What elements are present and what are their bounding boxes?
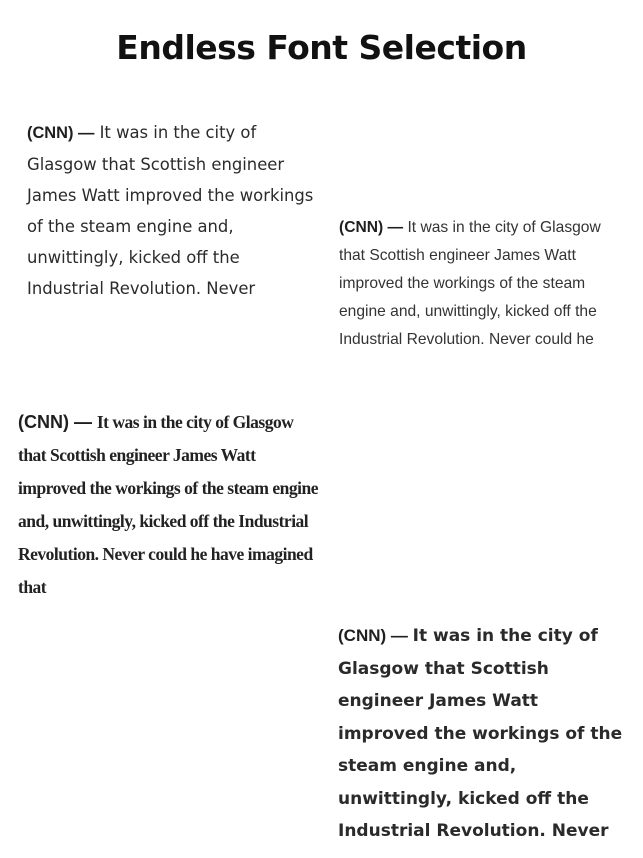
- page-title: Endless Font Selection: [116, 28, 527, 67]
- font-sample-humanist: [27, 117, 317, 304]
- font-sample-light: [339, 214, 601, 354]
- sample-body-text: It was in the city of Glasgow that Scottish engineer James Watt improved the workings of the steam engine and, unwittingly, kicked off the Industrial Revolution. Never: [27, 123, 314, 298]
- sample-source-label: (CNN) —: [339, 219, 404, 236]
- sample-body-text: It was in the city of Glasgow that Scottish engineer James Watt improved the workings of the steam engine and, unwittingly, kicked off the Industrial Revolution. Never could he have imagined that: [18, 412, 318, 597]
- sample-source-label: (CNN) —: [338, 626, 408, 645]
- sample-body-text: It was in the city of Glasgow that Scottish engineer James Watt improved the workings of the steam engine and, unwittingly, kicked off the Industrial Revolution. Never could he: [339, 219, 601, 348]
- font-sample-condensed: [18, 406, 318, 604]
- sample-body-text: It was in the city of Glasgow that Scottish engineer James Watt improved the workings of the steam engine and, unwittingly, kicked off the Industrial Revolution. Never: [338, 626, 623, 841]
- sample-source-label: (CNN) —: [18, 412, 92, 432]
- sample-source-label: (CNN) —: [27, 124, 95, 142]
- font-sample-rounded: [338, 620, 623, 848]
